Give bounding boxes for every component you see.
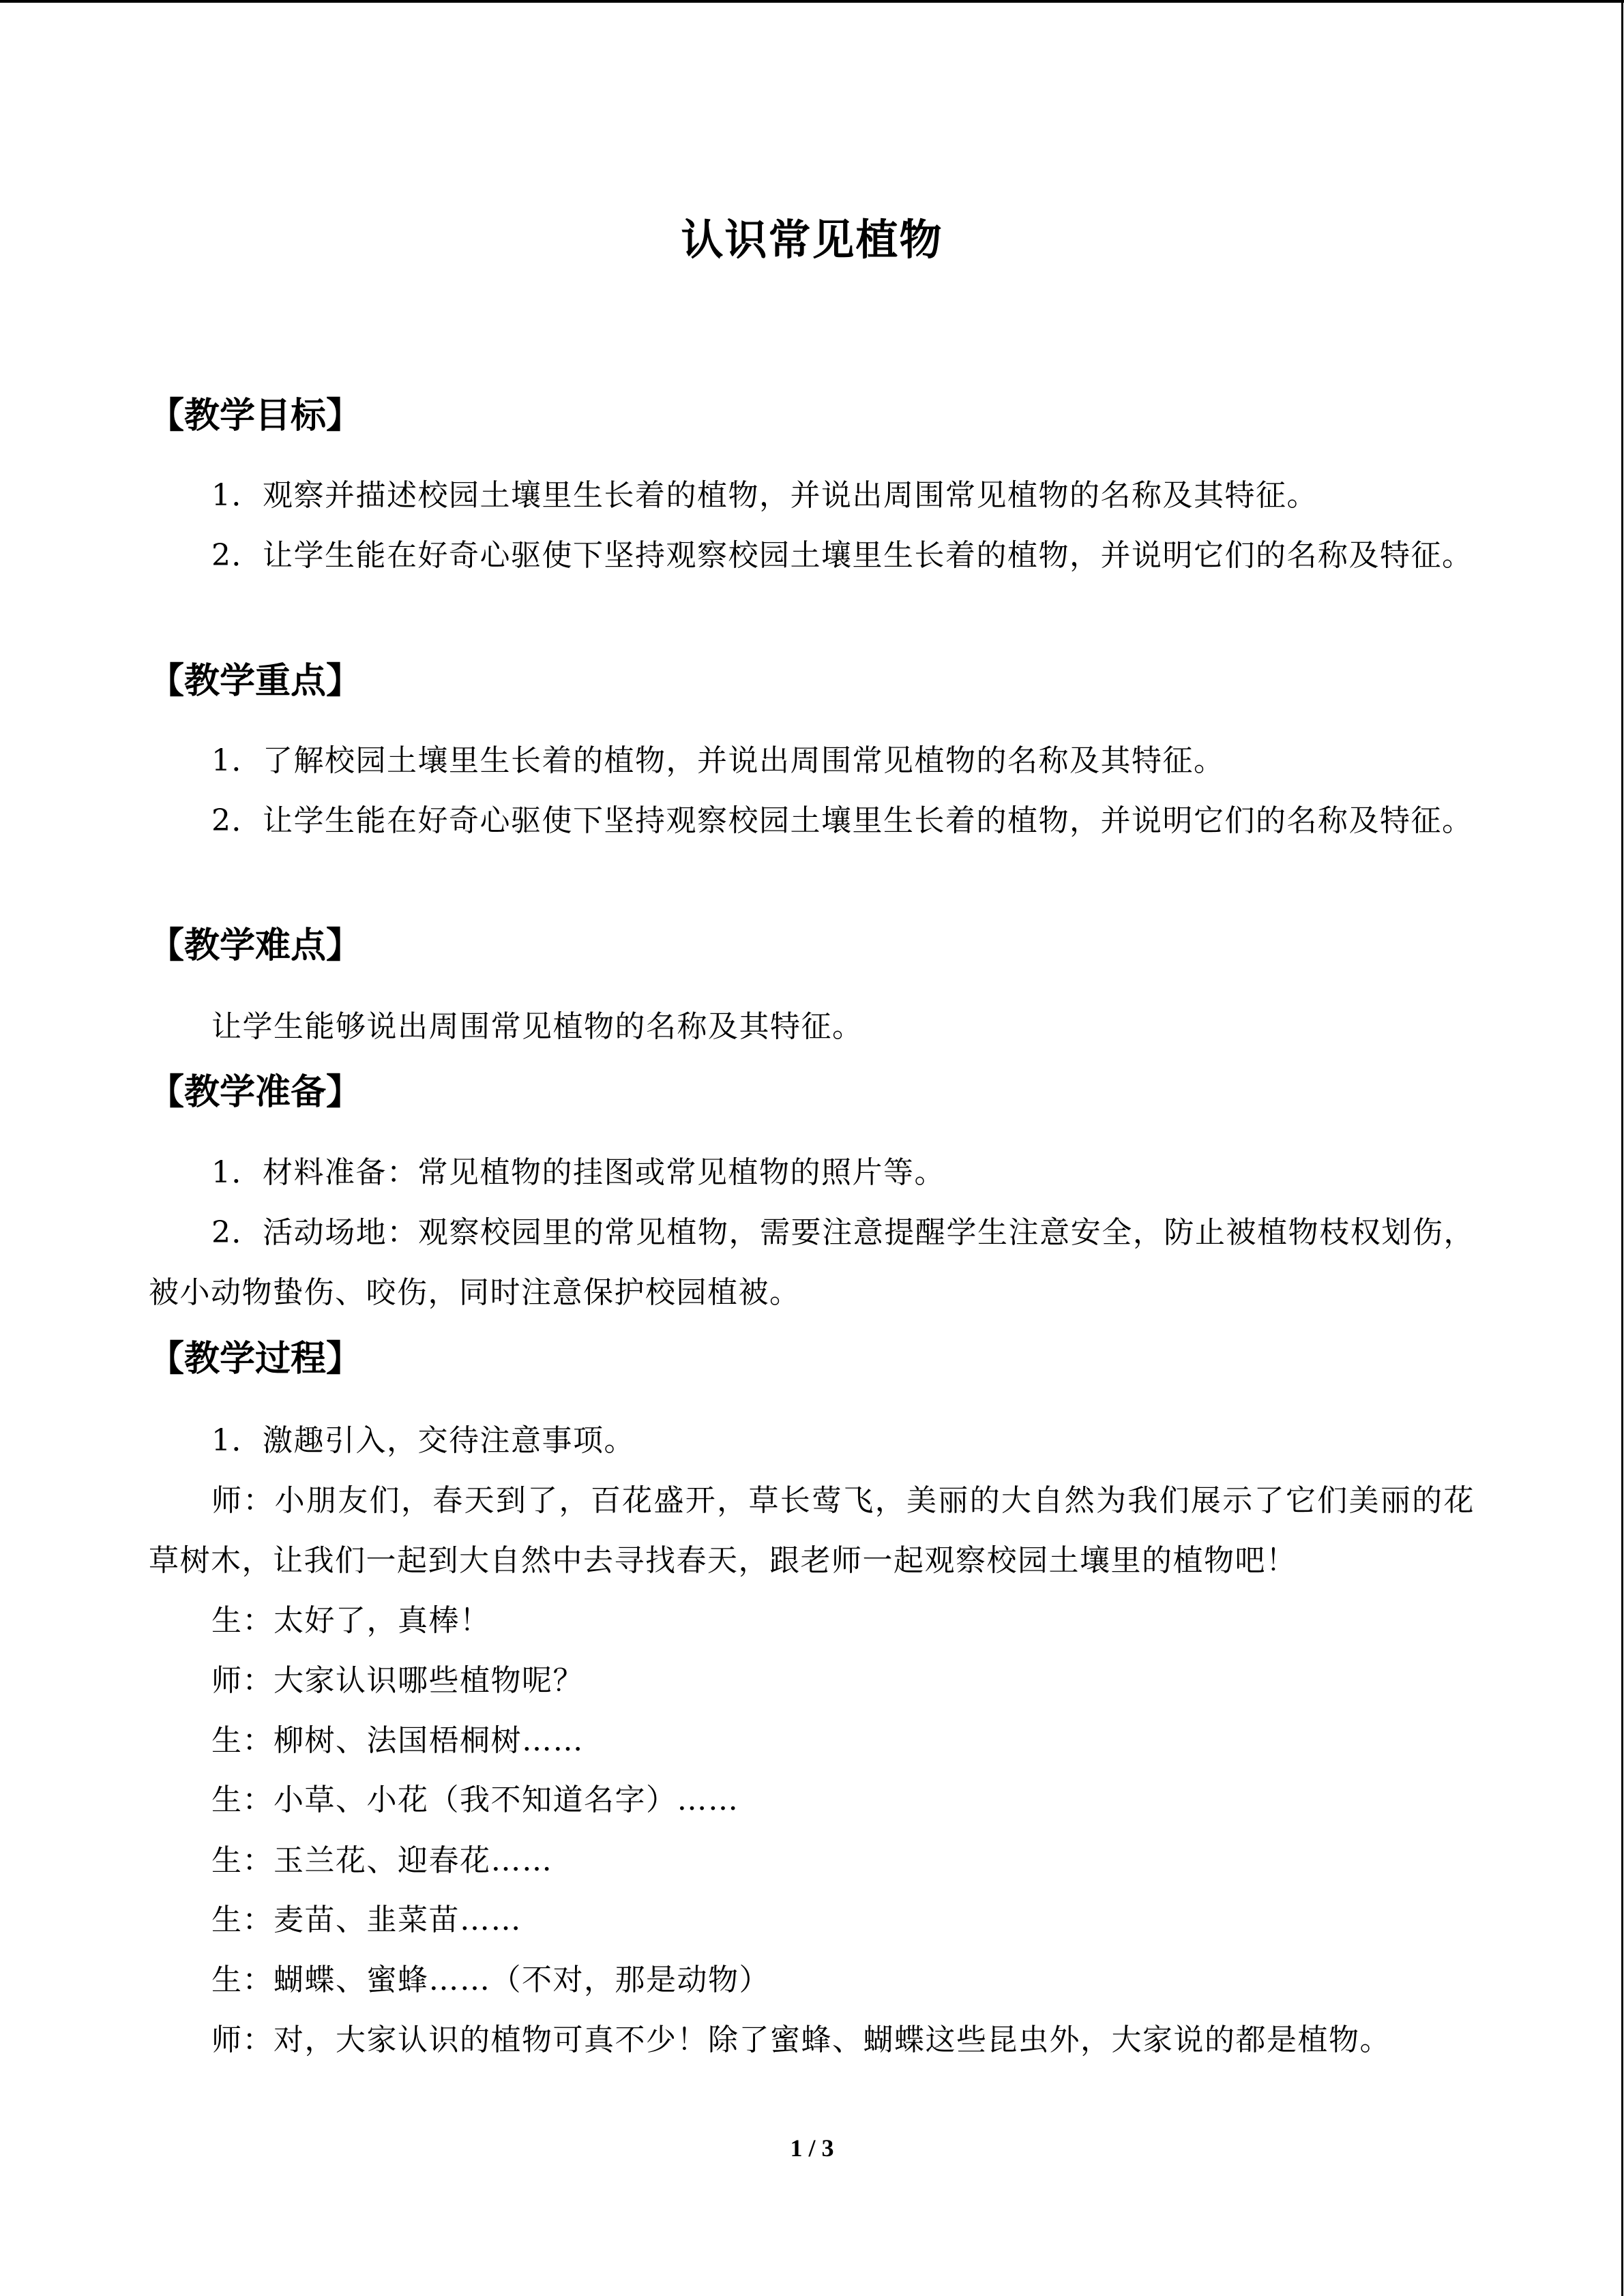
dialogue-student: 生：太好了，真棒！ — [211, 1603, 491, 1638]
paragraph: 2．活动场地：观察校园里的常见植物，需要注意提醒学生注意安全，防止被植物枝权划伤，被小动物蛰伤、咬伤，同时注意保护校园植被。 — [149, 1215, 1475, 1310]
paragraph: 1．了解校园土壤里生长着的植物，并说出周围常见植物的名称及其特征。 — [211, 743, 1225, 778]
dialogue-student: 生：小草、小花（我不知道名字）…… — [211, 1783, 739, 1817]
dialogue-student: 生：麦苗、韭菜苗…… — [211, 1903, 522, 1937]
section-heading-teaching-objectives: 【教学目标】 — [149, 396, 362, 436]
paragraph: 1．激趣引入，交待注意事项。 — [211, 1423, 635, 1458]
paragraph: 2．让学生能在好奇心驱使下坚持观察校园土壤里生长着的植物，并说明它们的名称及特征。 — [211, 803, 1473, 838]
section-heading-difficulties: 【教学难点】 — [149, 925, 362, 966]
dialogue-student: 生：蝴蝶、蜜蜂……（不对，那是动物） — [211, 1963, 770, 1997]
page-number: 1 / 3 — [790, 2134, 834, 2162]
dialogue-student: 生：玉兰花、迎春花…… — [211, 1843, 553, 1878]
dialogue-student: 生：柳树、法国梧桐树…… — [211, 1723, 584, 1758]
paragraph: 1．观察并描述校园土壤里生长着的植物，并说出周围常见植物的名称及其特征。 — [211, 478, 1318, 513]
page-top-border — [0, 0, 1624, 3]
dialogue-teacher: 师：小朋友们，春天到了，百花盛开，草长莺飞，美丽的大自然为我们展示了它们美丽的花草树木，让我们一起到大自然中去寻找春天，跟老师一起观察校园土壤里的植物吧！ — [149, 1483, 1475, 1578]
document-title: 认识常见植物 — [681, 215, 943, 265]
section-heading-preparation: 【教学准备】 — [149, 1072, 362, 1113]
section-heading-process: 【教学过程】 — [149, 1339, 362, 1380]
dialogue-teacher: 师：大家认识哪些植物呢？ — [211, 1663, 584, 1698]
paragraph: 让学生能够说出周围常见植物的名称及其特征。 — [211, 1009, 863, 1044]
section-heading-key-points: 【教学重点】 — [149, 661, 362, 702]
paragraph: 1．材料准备：常见植物的挂图或常见植物的照片等。 — [211, 1155, 945, 1190]
dialogue-teacher: 师：对，大家认识的植物可真不少！除了蜜蜂、蝴蝶这些昆虫外，大家说的都是植物。 — [211, 2023, 1391, 2057]
paragraph: 2．让学生能在好奇心驱使下坚持观察校园土壤里生长着的植物，并说明它们的名称及特征。 — [211, 538, 1473, 573]
page-right-border — [1621, 0, 1623, 2296]
